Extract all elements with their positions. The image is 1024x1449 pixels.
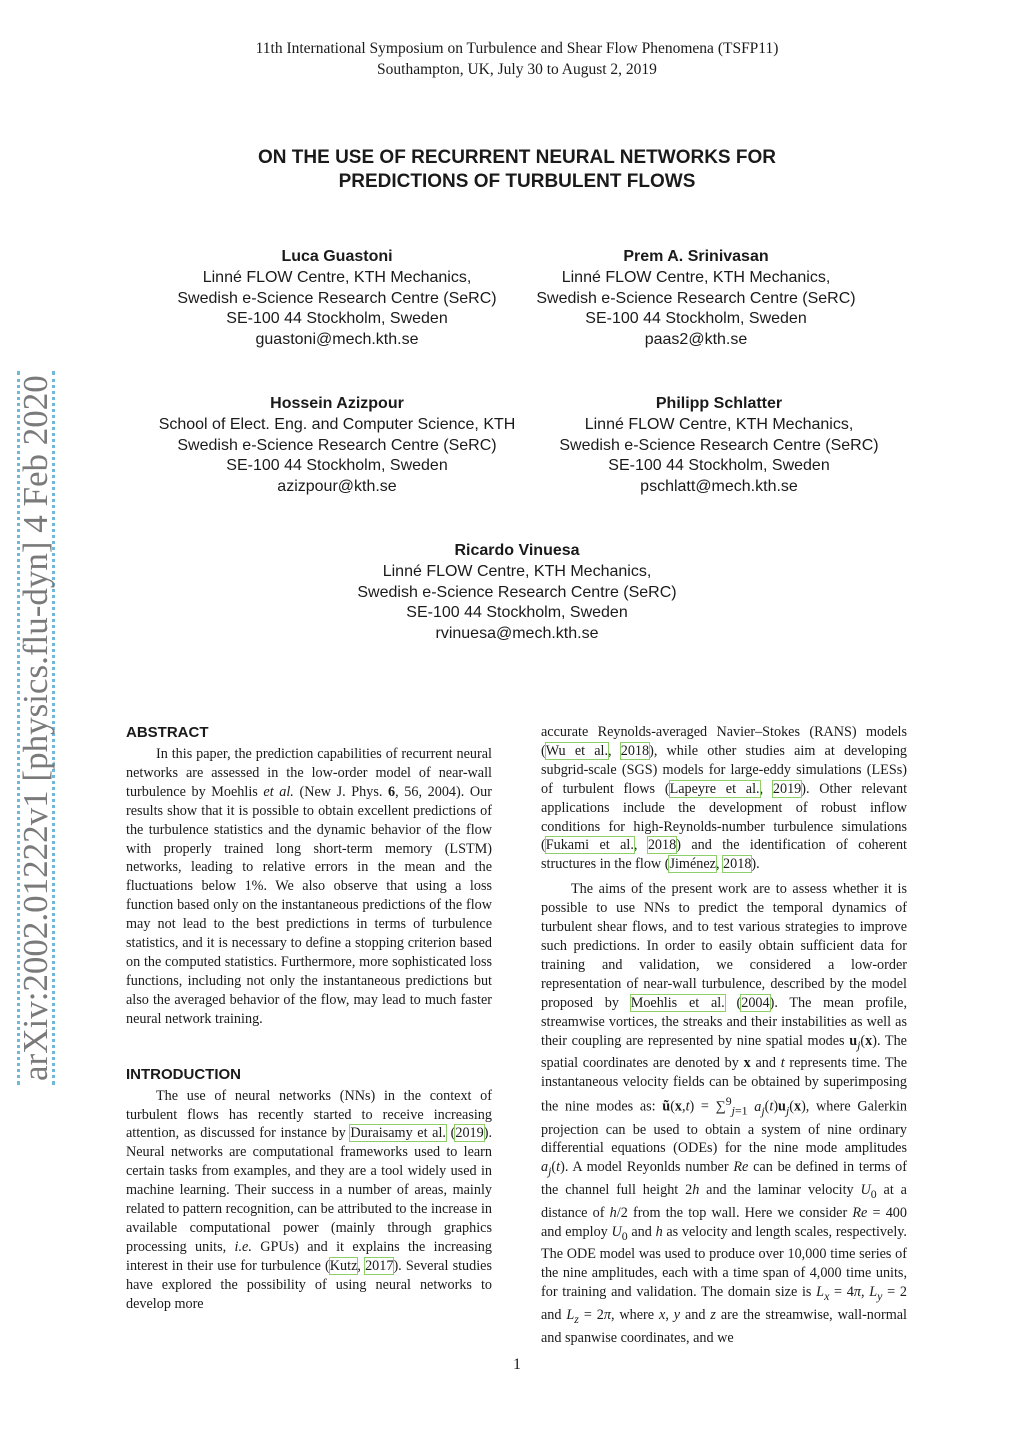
author-affiliation: Linné FLOW Centre, KTH Mechanics,: [382, 562, 652, 580]
citation-link[interactable]: Wu et al.: [545, 742, 609, 759]
author-name: Philipp Schlatter: [655, 395, 783, 412]
author-email: rvinuesa@mech.kth.se: [435, 625, 599, 643]
conference-line-1: 11th International Symposium on Turbulence and Shear Flow Phenomena (TSFP11): [255, 40, 779, 57]
abstract-text: In this paper, the prediction capabilities of recurrent neural networks are assessed in the low-order model of near-wall turbulence by Moehlis et al. (New J. Phys. 6, 56, 2004). Our results show that it is possible to obtain excellent predictions of the turbulence statistics and the dynamic behavior of the flow with properly trained long short-term memory (LSTM) networks, leading to relative errors in the mean and the fluctuations below 1%. We also observe that using a loss function based only on the instantaneous predictions of the flow may not lead to the best predictions in terms of turbulence statistics, and it is necessary to define a stopping criterion based on the computed statistics. Furthermore, more sophisticated loss functions, including not only the instantaneous predictions but also the averaged behavior of the flow, may lead to much faster neural network training.: [126, 746, 492, 1027]
author-block: [519, 394, 919, 498]
author-affiliation: Linné FLOW Centre, KTH Mechanics,: [584, 415, 854, 433]
citation-year-link[interactable]: 2018: [723, 856, 752, 873]
author-name: Ricardo Vinuesa: [454, 542, 580, 559]
page-number: 1: [513, 1356, 521, 1373]
paper-title: [0, 146, 1024, 194]
author-block: [137, 247, 537, 351]
introduction-heading: INTRODUCTION: [126, 1065, 241, 1083]
citation-link[interactable]: Kutz: [329, 1257, 358, 1274]
author-affiliation: Swedish e-Science Research Centre (SeRC): [177, 289, 497, 307]
author-affiliation: Swedish e-Science Research Centre (SeRC): [559, 436, 879, 454]
author-affiliation: Swedish e-Science Research Centre (SeRC): [177, 436, 497, 454]
author-name: Hossein Azizpour: [270, 395, 404, 412]
citation-link[interactable]: Duraisamy et al.: [350, 1125, 446, 1142]
introduction-paragraph: The use of neural networks (NNs) in the context of turbulent flows has recently started to receive increasing attention, as discussed for instance by Duraisamy et al. (2019). Neural networks are computational frameworks used to learn certain tasks from examples, and they are a tool widely used in machine learning. Their success in a number of areas, mainly related to pattern recognition, can be attributed to the increase in available computational power (mainly through graphics processing units, i.e. GPUs) and it explains the increasing interest in their use for turbulence (Kutz, 2017). Several studies have explored the possibility of using neural networks to develop more: [126, 1087, 492, 1312]
right-column: [541, 723, 907, 1354]
author-email: azizpour@kth.se: [277, 478, 397, 496]
citation-year-link[interactable]: 2018: [647, 837, 677, 854]
author-affiliation: Linné FLOW Centre, KTH Mechanics,: [202, 268, 472, 286]
citation-link[interactable]: Moehlis et al.: [630, 994, 725, 1011]
citation-year-link[interactable]: 2019: [772, 780, 802, 797]
author-affiliation: Swedish e-Science Research Centre (SeRC): [536, 289, 856, 307]
abstract-heading: ABSTRACT: [126, 724, 209, 741]
title-line-2: PREDICTIONS OF TURBULENT FLOWS: [338, 171, 696, 192]
author-email: pschlatt@mech.kth.se: [640, 478, 798, 496]
left-column: [126, 723, 492, 1319]
author-address: SE-100 44 Stockholm, Sweden: [585, 310, 807, 328]
conference-header: [0, 38, 1024, 80]
author-address: SE-100 44 Stockholm, Sweden: [226, 310, 448, 328]
author-affiliation: Linné FLOW Centre, KTH Mechanics,: [561, 268, 831, 286]
citation-year-link[interactable]: 2019: [455, 1125, 484, 1142]
arxiv-id-text: arXiv:2002.01222v1 [physics.flu-dyn] 4 Feb 2020: [17, 371, 55, 1085]
author-email: paas2@kth.se: [644, 331, 748, 349]
author-affiliation: Swedish e-Science Research Centre (SeRC): [357, 583, 677, 601]
author-name: Luca Guastoni: [281, 248, 393, 265]
author-block: [496, 247, 896, 351]
arxiv-identifier-stamp: [16, 365, 55, 1085]
author-block: [317, 541, 717, 645]
author-email: guastoni@mech.kth.se: [255, 331, 419, 349]
citation-year-link[interactable]: 2004: [741, 994, 770, 1011]
citation-link[interactable]: Jiménez: [669, 856, 716, 873]
body-paragraph: accurate Reynolds-averaged Navier–Stokes (RANS) models (Wu et al., 2018), while other studies aim at developing subgrid-scale (SGS) models for large-eddy simulations (LESs) of turbulent flows (Lapeyre et al., 2019). Other relevant applications include the development of robust inflow conditions for high-Reynolds-number turbulence simulations (Fukami et al., 2018) and the identification of coherent structures in the flow (Jiménez, 2018).: [541, 724, 908, 873]
author-block: [137, 394, 537, 498]
body-paragraph: The aims of the present work are to assess whether it is possible to use NNs to predict the temporal dynamics of turbulent shear flows, and to test various strategies to improve such predictions. In order to easily obtain sufficient data for training and validation, we considered a low-order representation of near-wall turbulence, described by the model proposed by Moehlis et al. (2004). The mean profile, streamwise vortices, the streaks and their instabilities as well as their coupling are represented by nine spatial modes $u_j(x)$. The spatial coordinates are denoted by x and t represents time. The instantaneous velocity fields can be obtained by superimposing the nine modes as: ũ(x,t) = ∑$^9_{j=1}$ $a_j(t)u_j(x)$, where Galerkin projection can be used to obtain a system of nine ordinary differential equations (ODEs) for the nine mode amplitudes $a_j(t)$. A model Reyonlds number Re can be defined in terms of the channel full height 2h and the laminar velocity $U_0$ at a distance of h/2 from the top wall. Here we consider Re = 400 and employ $U_0$ and h as velocity and length scales, respectively. The ODE model was used to produce over 10,000 time series of the nine amplitudes, each with a time span of 4,000 time units, for training and validation. The domain size is $L_x = 4\pi$, $L_y = 2$ and $L_z = 2\pi$, where x, y and z are the streamwise, wall-normal and spanwise coordinates, and we: [541, 881, 908, 1346]
citation-year-link[interactable]: 2017: [365, 1257, 394, 1274]
author-affiliation: School of Elect. Eng. and Computer Science, KTH: [158, 415, 516, 433]
author-address: SE-100 44 Stockholm, Sweden: [226, 457, 448, 475]
citation-link[interactable]: Fukami et al.: [545, 837, 634, 854]
citation-link[interactable]: Lapeyre et al.: [669, 780, 760, 797]
author-address: SE-100 44 Stockholm, Sweden: [608, 457, 830, 475]
title-line-1: ON THE USE OF RECURRENT NEURAL NETWORKS FOR: [258, 147, 776, 168]
author-address: SE-100 44 Stockholm, Sweden: [406, 604, 628, 622]
citation-year-link[interactable]: 2018: [620, 742, 650, 759]
conference-line-2: Southampton, UK, July 30 to August 2, 2019: [377, 61, 657, 78]
author-name: Prem A. Srinivasan: [623, 248, 769, 265]
